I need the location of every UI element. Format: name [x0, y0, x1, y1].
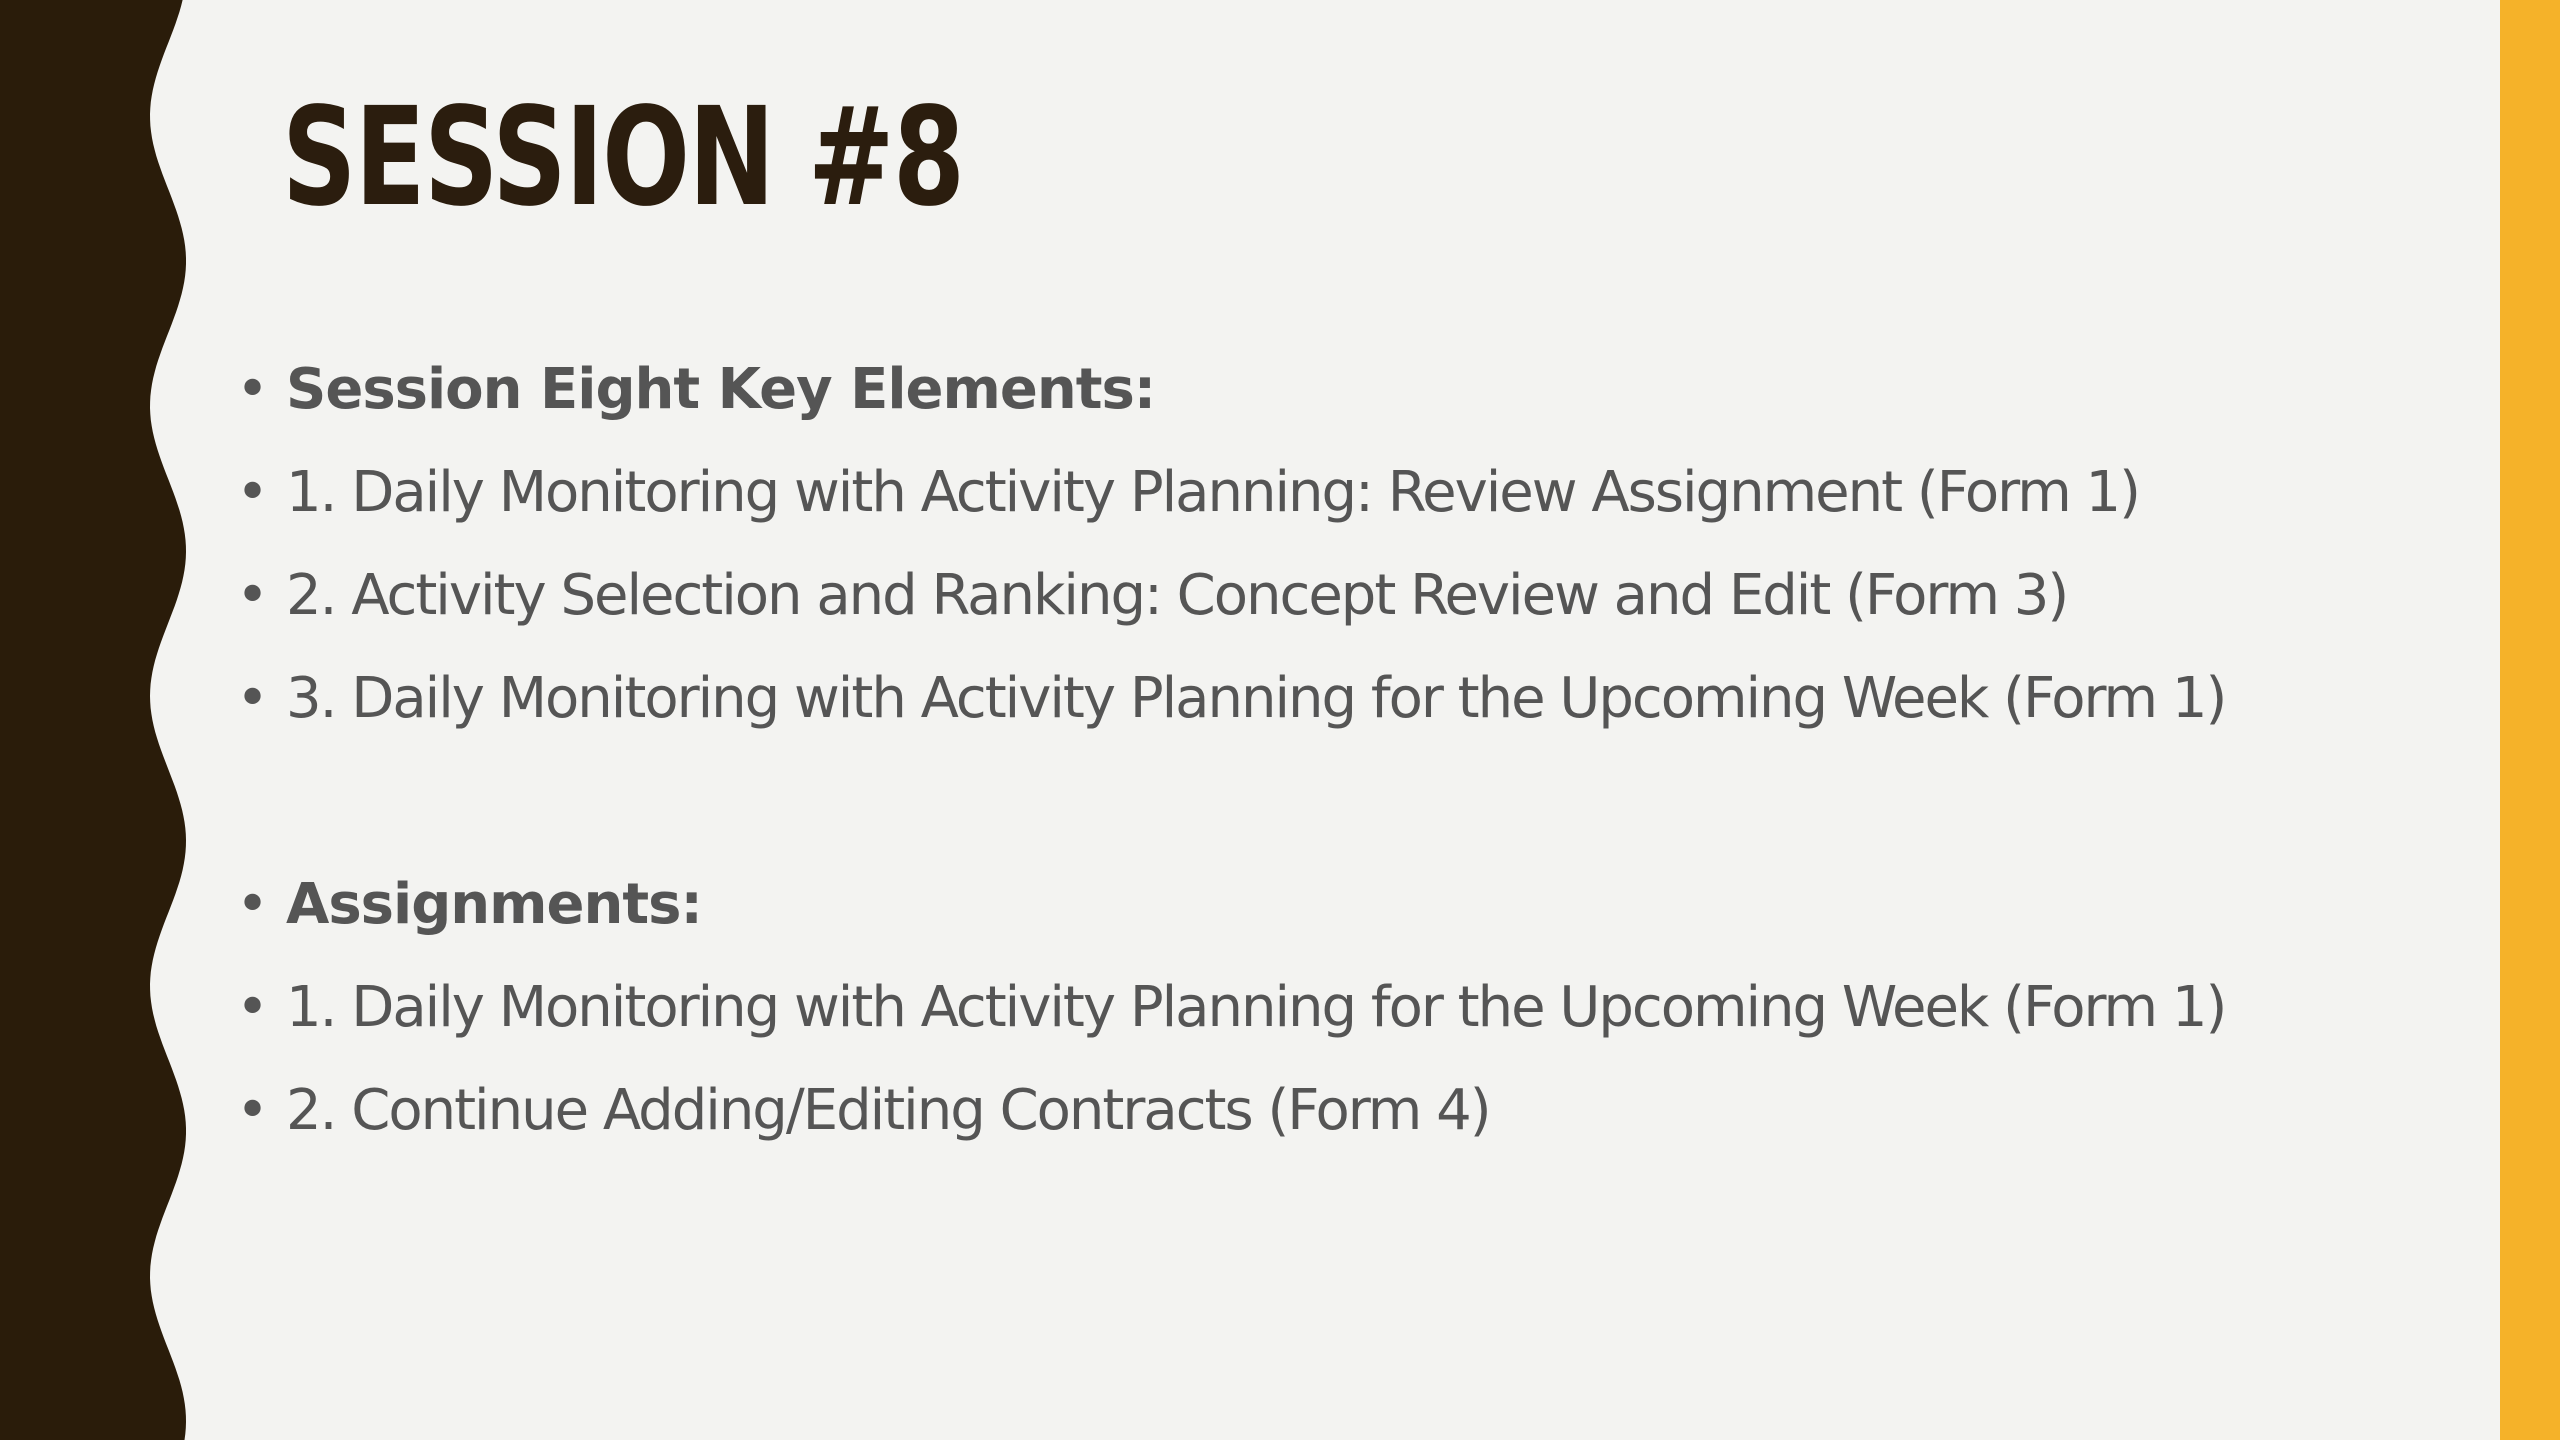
bullet-item	[236, 662, 2456, 765]
bullet-icon: •	[236, 975, 268, 1040]
bullet-list	[236, 353, 2456, 1177]
bullet-icon: •	[236, 357, 269, 422]
slide-title: SESSION #8	[282, 79, 964, 237]
bullet-text: 1. Daily Monitoring with Activity Planning: Review Assignment (Form 1)	[286, 460, 2140, 525]
bullet-item	[236, 1074, 2456, 1177]
bullet-icon: •	[236, 563, 268, 628]
left-wave-band	[0, 0, 200, 1440]
right-accent-bar	[2500, 0, 2560, 1440]
bullet-icon: •	[236, 872, 269, 937]
bullet-item	[236, 868, 2456, 971]
bullet-icon: •	[236, 666, 268, 731]
bullet-text: 1. Daily Monitoring with Activity Planning for the Upcoming Week (Form 1)	[286, 975, 2226, 1040]
bullet-icon: •	[236, 460, 268, 525]
bullet-item	[236, 971, 2456, 1074]
bullet-item	[236, 353, 2456, 456]
bullet-icon: •	[236, 1078, 268, 1143]
bullet-text: Session Eight Key Elements:	[286, 357, 1156, 422]
bullet-text: Assignments:	[286, 872, 702, 937]
bullet-text: 3. Daily Monitoring with Activity Planning for the Upcoming Week (Form 1)	[286, 666, 2226, 731]
slide-content	[236, 353, 2456, 1177]
bullet-item	[236, 559, 2456, 662]
bullet-item	[236, 456, 2456, 559]
bullet-text: 2. Continue Adding/Editing Contracts (Form 4)	[286, 1078, 1490, 1143]
bullet-text: 2. Activity Selection and Ranking: Concept Review and Edit (Form 3)	[286, 563, 2068, 628]
list-spacer	[236, 765, 2456, 868]
